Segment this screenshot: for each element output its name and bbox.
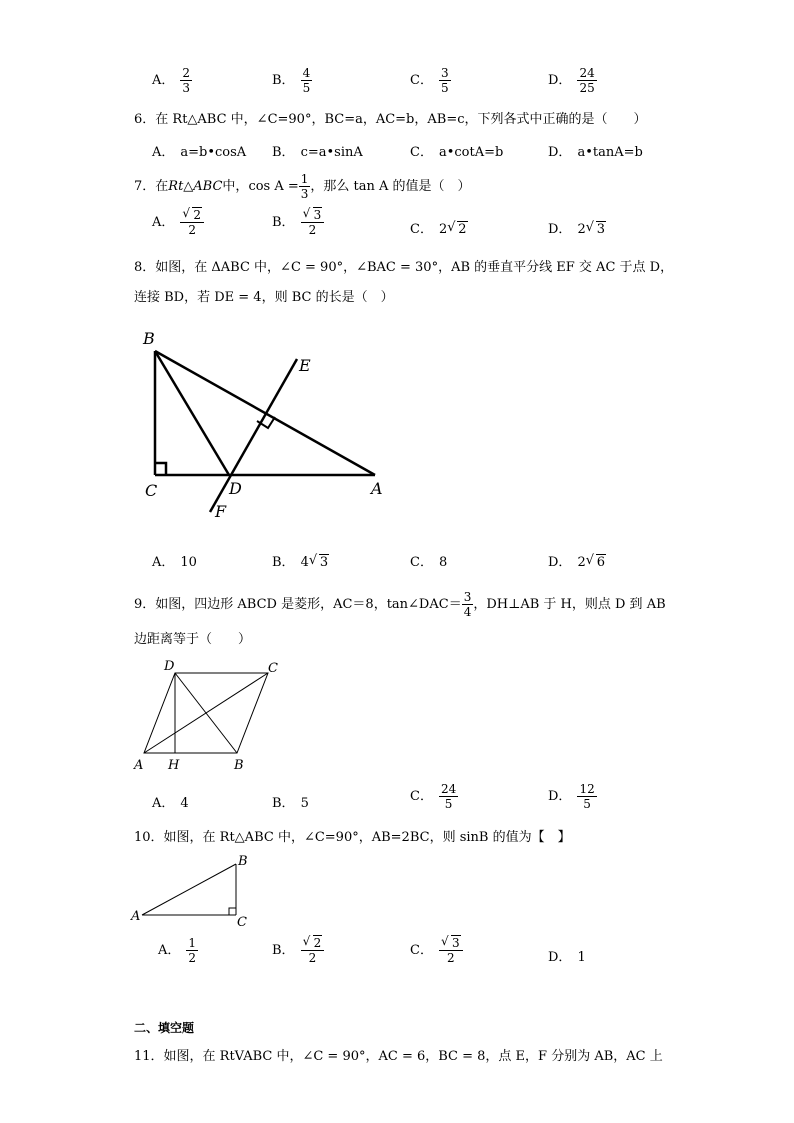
label-c: C xyxy=(145,481,158,500)
q10-option-b: B． √ $\frac{2}{2}$ xyxy=(272,936,324,965)
q10-figure xyxy=(128,850,258,930)
label-h: H xyxy=(168,758,180,773)
label-b: B xyxy=(143,329,155,348)
q6-option-c: C． a•cotA=b xyxy=(410,145,504,160)
q11-stem: 11．如图，在 RtVABC 中，∠C = 90°，AC = 6，BC = 8，点 E，F 分别为 AB，AC 上 xyxy=(134,1049,663,1064)
q9-option-a: A． 4 xyxy=(152,796,189,811)
q7-stem: 7．在Rt△ABC中，cos A = $\frac{1}{3}$ ，那么 tan A 的值是（ ） xyxy=(134,172,471,201)
q7-option-a: A． √ $\frac{2}{2}$ xyxy=(152,208,204,237)
q9-line2: 边距离等于（ ） xyxy=(134,632,252,647)
q9-option-b: B． 5 xyxy=(272,796,309,811)
q8-line1: 8．如图，在 ΔABC 中，∠C = 90°，∠BAC = 30°，AB 的垂直平分线 EF 交 AC 于点 D， xyxy=(134,260,674,275)
q10-option-c: C． √ $\frac{3}{2}$ xyxy=(410,936,463,965)
q10-stem: 10．如图，在 Rt△ABC 中，∠C=90°，AB=2BC，则 sinB 的值为【 】 xyxy=(134,830,571,845)
q7-option-c: C． 2√ 2 xyxy=(410,218,468,237)
q8-figure xyxy=(135,325,395,525)
label-f: F xyxy=(215,502,227,521)
q9-option-d: D． $\frac{12}{5}$ xyxy=(548,782,595,811)
segment-bd xyxy=(155,351,229,475)
right-angle-c xyxy=(229,908,236,915)
q5-option-c: C． $\frac{3}{5}$ xyxy=(410,66,449,95)
label-b: B xyxy=(238,854,248,869)
label-d: D xyxy=(164,659,175,674)
q8-option-a: A． 10 xyxy=(152,555,197,570)
q6-option-a: A． a=b•cosA xyxy=(152,145,247,160)
q5-option-b: B． $\frac{4}{5}$ xyxy=(272,66,311,95)
q7-option-d: D． 2√ 3 xyxy=(548,218,606,237)
label-c: C xyxy=(268,661,278,676)
q9-line1: 9．如图，四边形 ABCD 是菱形，AC＝8，tan∠DAC＝ $\frac{3}{4}$ ，DH⊥AB 于 H，则点 D 到 AB xyxy=(134,590,666,619)
q8-option-c: C． 8 xyxy=(410,555,448,570)
q10-option-a: A． $\frac{1}{2}$ xyxy=(158,936,197,965)
diagonal-bd xyxy=(175,673,237,753)
label-d: D xyxy=(229,479,242,498)
label-a: A xyxy=(371,479,383,498)
section-heading: 二、填空题 xyxy=(134,1021,195,1035)
q6-option-b: B． c=a•sinA xyxy=(272,145,363,160)
q6-stem: 6．在 Rt△ABC 中，∠C=90°，BC=a，AC=b，AB=c，下列各式中正确的是（ ） xyxy=(134,112,647,127)
label-b: B xyxy=(234,758,244,773)
right-angle-c xyxy=(155,463,166,475)
q6-option-d: D． a•tanA=b xyxy=(548,145,643,160)
q7-option-b: B． √ $\frac{3}{2}$ xyxy=(272,208,324,237)
q5-option-d: D． $\frac{24}{25}$ xyxy=(548,66,595,95)
label-a: A xyxy=(134,758,144,773)
q9-option-c: C． $\frac{24}{5}$ xyxy=(410,782,457,811)
q9-figure xyxy=(130,655,290,775)
q5-option-a: A． $\frac{2}{3}$ xyxy=(152,66,191,95)
segment-ab xyxy=(142,864,236,915)
q10-option-d: D． 1 xyxy=(548,950,586,965)
label-e: E xyxy=(299,356,311,375)
line-ef xyxy=(210,359,297,512)
q8-option-d: D． 2√ 6 xyxy=(548,551,606,570)
label-c: C xyxy=(237,915,247,930)
label-a: A xyxy=(131,909,141,924)
q8-option-b: B． 4√ 3 xyxy=(272,551,329,570)
q8-line2: 连接 BD，若 DE = 4，则 BC 的长是（ ） xyxy=(134,290,394,305)
